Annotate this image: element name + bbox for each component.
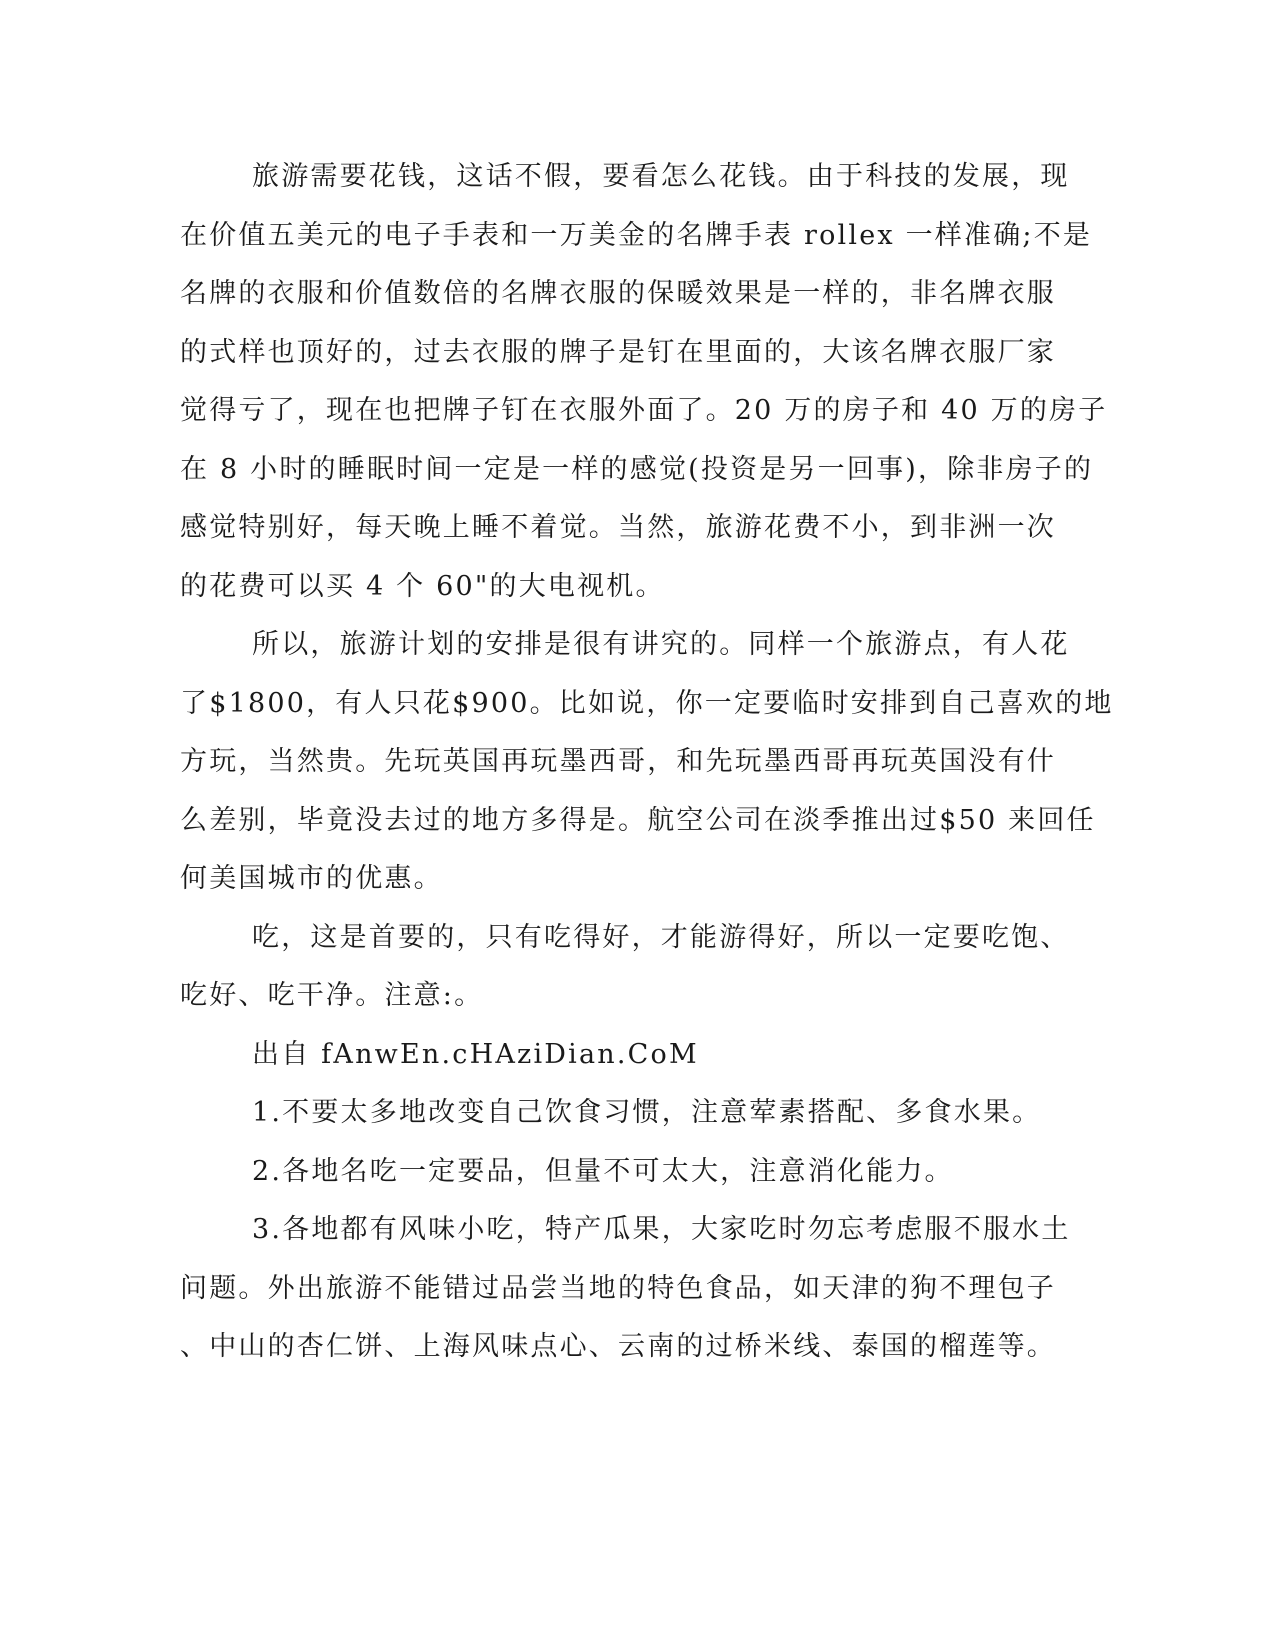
text-line: 在价值五美元的电子手表和一万美金的名牌手表 rollex 一样准确;不是 [180,219,1093,251]
source-line: 出自 fAnwEn.cHAziDian.CoM [252,1038,699,1070]
list-item: 3.各地都有风味小吃，特产瓜果，大家吃时勿忘考虑服不服水土 [252,1214,1071,1245]
paragraph-tip-1 [180,1084,1042,1143]
text-line: 么差别，毕竟没去过的地方多得是。航空公司在淡季推出过$50 来回任 [180,804,1096,836]
text-line: 名牌的衣服和价值数倍的名牌衣服的保暖效果是一样的，非名牌衣服 [180,278,1056,309]
paragraph-source [180,1026,1030,1085]
paragraph-travel-plan [180,616,1114,909]
document-body [180,148,1114,1377]
text-line: 感觉特别好，每天晚上睡不着觉。当然，旅游花费不小，到非洲一次 [180,512,1056,543]
paragraph-tip-2 [180,1143,1030,1202]
list-item: 1.不要太多地改变自己饮食习惯，注意荤素搭配、多食水果。 [252,1097,1042,1128]
text-line: 了$1800，有人只花$900。比如说，你一定要临时安排到自己喜欢的地 [180,687,1114,719]
paragraph-tip-3 [180,1201,1071,1377]
paragraph-travel-cost [180,148,1108,616]
paragraph-eating [180,909,1070,1026]
text-line: 、中山的杏仁饼、上海风味点心、云南的过桥米线、泰国的榴莲等。 [180,1331,1056,1362]
text-line: 在 8 小时的睡眠时间一定是一样的感觉(投资是另一回事)，除非房子的 [180,453,1094,485]
text-line: 觉得亏了，现在也把牌子钉在衣服外面了。20 万的房子和 40 万的房子 [180,395,1108,426]
list-item: 2.各地名吃一定要品，但量不可太大，注意消化能力。 [252,1155,954,1187]
text-line: 问题。外出旅游不能错过品尝当地的特色食品，如天津的狗不理包子 [180,1272,1056,1304]
text-line: 的式样也顶好的，过去衣服的牌子是钉在里面的，大该名牌衣服厂家 [180,336,1056,368]
text-line: 所以，旅游计划的安排是很有讲究的。同样一个旅游点，有人花 [252,629,1070,660]
text-line: 何美国城市的优惠。 [180,863,443,894]
text-line: 吃，这是首要的，只有吃得好，才能游得好，所以一定要吃饱、 [252,921,1070,953]
text-line: 方玩，当然贵。先玩英国再玩墨西哥，和先玩墨西哥再玩英国没有什 [180,746,1056,777]
text-line: 的花费可以买 4 个 60"的大电视机。 [180,570,665,602]
text-line: 吃好、吃干净。注意:。 [180,980,484,1011]
text-line: 旅游需要花钱，这话不假，要看怎么花钱。由于科技的发展，现 [252,161,1070,192]
